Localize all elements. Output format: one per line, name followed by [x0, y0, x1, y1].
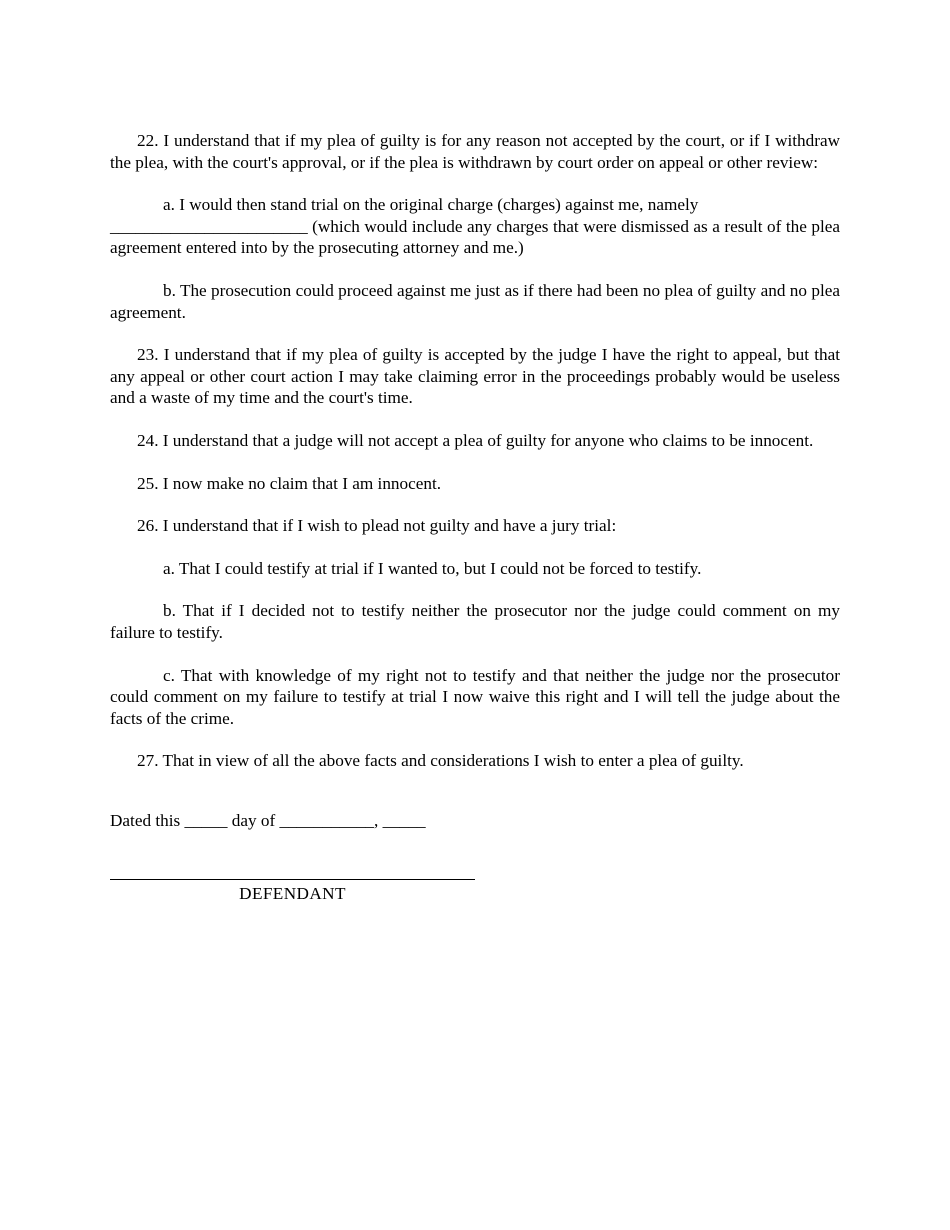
paragraph-item-22-a [110, 194, 840, 259]
dated-day-blank-field[interactable]: _____ [184, 810, 228, 830]
paragraph-item-26-b: b. That if I decided not to testify neither the prosecutor nor the judge could comment on my failure to testify. [110, 601, 840, 642]
dated-middle-label: day of [227, 810, 280, 830]
signature-label-defendant: DEFENDANT [239, 884, 346, 904]
dated-year-blank-field[interactable]: _____ [382, 810, 426, 830]
paragraph-item-26-a: a. That I could testify at trial if I wanted to, but I could not be forced to testify. [163, 558, 702, 578]
paragraph-item-22-b: b. The prosecution could proceed against me just as if there had been no plea of guilty and no plea agreement. [110, 280, 840, 322]
dated-line [110, 810, 840, 832]
paragraph-item-27: 27. That in view of all the above facts and considerations I wish to enter a plea of guilty. [137, 751, 744, 771]
dated-month-blank-field[interactable]: ___________ [279, 810, 374, 830]
signature-block [110, 879, 840, 906]
item-22-a-text-after-blank: (which would include any charges that were dismissed as a result of the plea agreement entered into by the prosecuting attorney and me.) [110, 216, 840, 258]
paragraph-item-25: 25. I now make no claim that I am innocent. [137, 473, 442, 493]
paragraph-item-26: 26. I understand that if I wish to plead not guilty and have a jury trial: [137, 516, 617, 536]
charge-blank-field[interactable]: _______________________ [110, 216, 308, 236]
paragraph-item-26-c: c. That with knowledge of my right not to testify and that neither the judge nor the prosecutor could comment on my failure to testify at trial I now waive this right and I will tell the judge about the facts of the crime. [110, 665, 840, 728]
paragraph-item-23: 23. I understand that if my plea of guilty is accepted by the judge I have the right to appeal, but that any appeal or other court action I may take claiming error in the proceedings probably would be useless and a waste of my time and the court's time. [110, 345, 840, 408]
item-22-a-text-before-blank: a. I would then stand trial on the original charge (charges) against me, namely [163, 195, 699, 215]
document-body [110, 130, 840, 906]
paragraph-item-22: 22. I understand that if my plea of guilty is for any reason not accepted by the court, or if I withdraw the plea, with the court's approval, or if the plea is withdrawn by court order on appeal or other review: [110, 131, 840, 172]
spacer [110, 793, 840, 810]
dated-prefix-label: Dated this [110, 810, 185, 830]
dated-comma-label: , [374, 810, 383, 830]
paragraph-item-24: 24. I understand that a judge will not accept a plea of guilty for anyone who claims to be innocent. [137, 430, 814, 450]
